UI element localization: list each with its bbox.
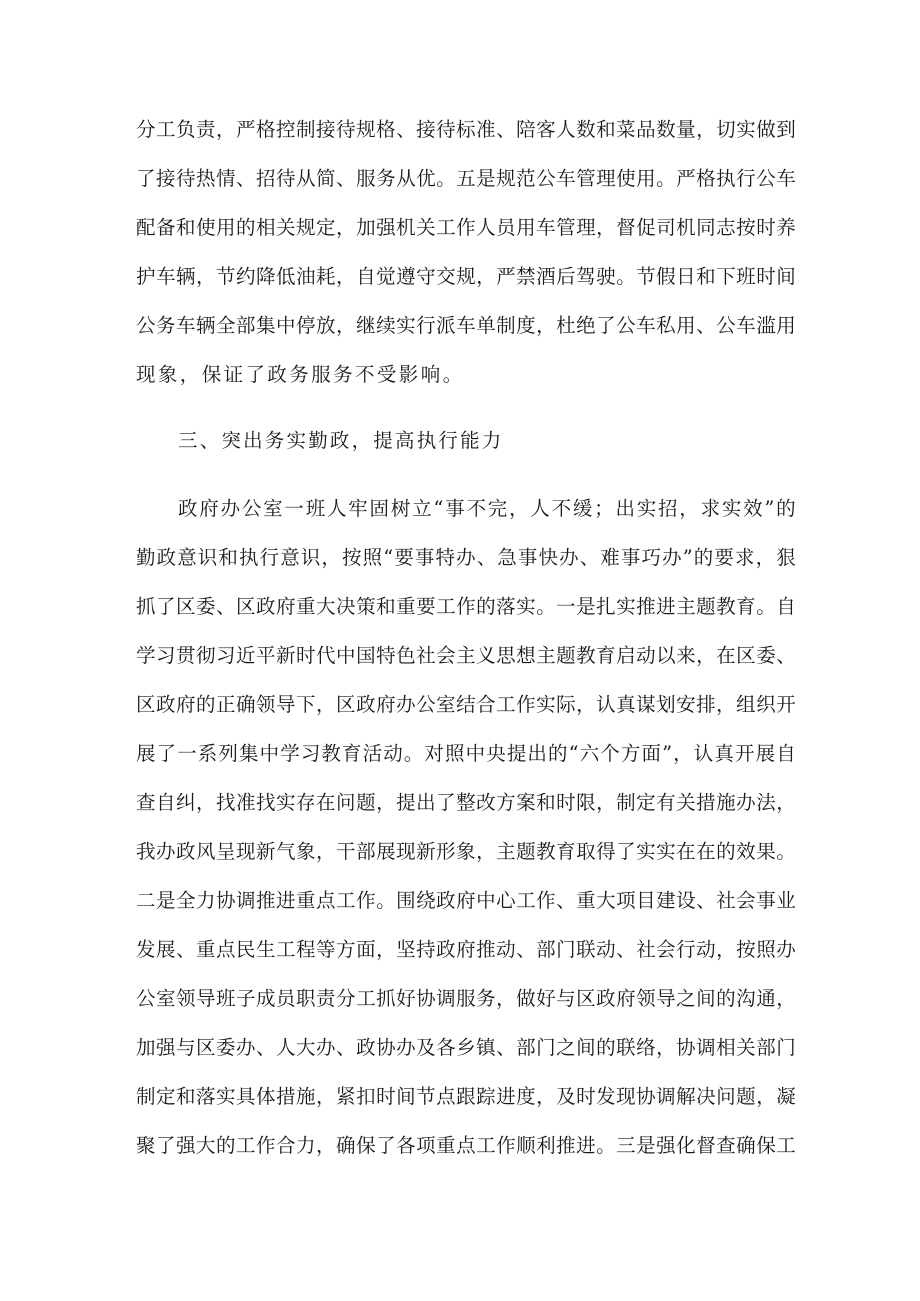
paragraph-line: 抓了区委、区政府重大决策和重要工作的落实。一是扎实推进主题教育。自 xyxy=(136,595,796,618)
paragraph-line: 我办政风呈现新气象，干部展现新形象，主题教育取得了实实在在的效果。 xyxy=(136,840,796,863)
paragraph-line: 查自纠，找准找实存在问题，提出了整改方案和时限，制定有关措施办法， xyxy=(136,791,796,814)
paragraph-line: 聚了强大的工作合力，确保了各项重点工作顺利推进。三是强化督查确保工 xyxy=(136,1134,796,1157)
paragraph-line: 发展、重点民生工程等方面，坚持政府推动、部门联动、社会行动，按照办 xyxy=(136,938,796,961)
paragraph-line: 二是全力协调推进重点工作。围绕政府中心工作、重大项目建设、社会事业 xyxy=(136,889,796,912)
paragraph-line: 现象，保证了政务服务不受影响。 xyxy=(136,363,465,386)
paragraph-line: 政府办公室一班人牢固树立“事不完，人不缓；出实招，求实效”的 xyxy=(178,497,796,520)
paragraph-line: 区政府的正确领导下，区政府办公室结合工作实际，认真谋划安排，组织开 xyxy=(136,693,796,716)
paragraph-line: 了接待热情、招待从简、服务从优。五是规范公车管理使用。严格执行公车 xyxy=(136,167,796,190)
paragraph-line: 公务车辆全部集中停放，继续实行派车单制度，杜绝了公车私用、公车滥用 xyxy=(136,314,796,337)
paragraph-line: 展了一系列集中学习教育活动。对照中央提出的“六个方面”，认真开展自 xyxy=(136,742,796,765)
paragraph-line: 配备和使用的相关规定，加强机关工作人员用车管理，督促司机同志按时养 xyxy=(136,216,796,239)
paragraph-line: 制定和落实具体措施，紧扣时间节点跟踪进度，及时发现协调解决问题，凝 xyxy=(136,1085,796,1108)
paragraph-line: 学习贯彻习近平新时代中国特色社会主义思想主题教育启动以来，在区委、 xyxy=(136,644,796,667)
paragraph-line: 勤政意识和执行意识，按照“要事特办、急事快办、难事巧办”的要求，狠 xyxy=(136,546,796,569)
paragraph-line: 护车辆，节约降低油耗，自觉遵守交规，严禁酒后驾驶。节假日和下班时间 xyxy=(136,265,796,288)
paragraph-line: 加强与区委办、人大办、政协办及各乡镇、部门之间的联络，协调相关部门 xyxy=(136,1036,796,1059)
section-heading: 三、突出务实勤政，提高执行能力 xyxy=(178,429,504,452)
paragraph-line: 公室领导班子成员职责分工抓好协调服务，做好与区政府领导之间的沟通， xyxy=(136,987,796,1010)
paragraph-line: 分工负责，严格控制接待规格、接待标准、陪客人数和菜品数量，切实做到 xyxy=(136,118,796,141)
